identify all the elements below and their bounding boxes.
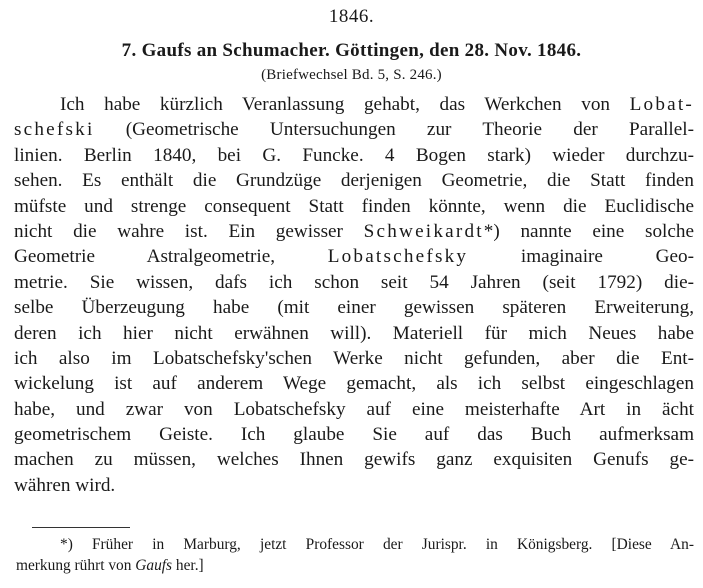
person-name: Lobatschefsky [233, 398, 346, 420]
footnote-rule [32, 527, 130, 528]
letter-source: (Briefwechsel Bd. 5, S. 246.) [261, 67, 442, 83]
text-line: habe, und zwar von Lobatschefsky auf eine meisterhafte Art in ächt [14, 398, 694, 420]
person-name: schefski [14, 119, 95, 141]
text-line: müfste und strenge consequent Statt finden könnte, wenn die Euclidische [14, 195, 694, 217]
letter-heading: 7. Gaufs an Schumacher. Göttingen, den 28. Nov. 1846. [121, 40, 582, 61]
person-name: Gaufs [135, 557, 173, 574]
text-line: deren ich hier nicht erwähnen will). Materiell für mich Neues habe [14, 322, 694, 344]
text-line: machen zu müssen, welches Ihnen gewifs ganz exquisiten Genufs ge- [14, 449, 694, 471]
text-line: selbe Überzeugung habe (mit einer gewissen späteren Erweiterung, [14, 297, 694, 319]
person-name: Lobatschefsky [327, 246, 469, 268]
person-name: Lobatschefsky [152, 347, 265, 369]
text-line: sehen. Es enthält die Grundzüge derjenigen Geometrie, die Statt finden [14, 170, 694, 192]
text-line: Ich habe kürzlich Veranlassung gehabt, das Werkchen von Lobat- [60, 94, 694, 115]
text-line: geometrischem Geiste. Ich glaube Sie auf das Buch aufmerksam [14, 424, 694, 446]
text-line: Geometrie Astralgeometrie, Lobatschefsky imaginaire Geo- [14, 246, 694, 268]
text-line: nicht die wahre ist. Ein gewisser Schweikardt*) nannte eine solche [14, 220, 694, 242]
page-year: 1846. [328, 6, 375, 27]
text-line: linien. Berlin 1840, bei G. Funcke. 4 Bogen stark) wieder durchzu- [14, 144, 694, 166]
person-name: Schweikardt [363, 220, 484, 242]
text-line: ich also im Lobatschefsky'schen Werke nicht gefunden, aber die Ent- [14, 347, 694, 369]
footnote [14, 534, 694, 576]
person-name: Lobat- [629, 94, 694, 115]
footnote-line: *) Früher in Marburg, jetzt Professor der Jurispr. in Königsberg. [Diese An- [60, 536, 694, 553]
text-line: währen wird. [14, 474, 116, 496]
text-line: wickelung ist auf anderem Wege gemacht, als ich selbst eingeschlagen [14, 373, 694, 395]
letter-body [14, 92, 694, 498]
text-line: schefski (Geometrische Untersuchungen zur Theorie der Parallel- [14, 119, 694, 141]
text-line: metrie. Sie wissen, dafs ich schon seit 54 Jahren (seit 1792) die- [14, 271, 694, 293]
footnote-line: merkung rührt von Gaufs her.] [16, 557, 204, 574]
